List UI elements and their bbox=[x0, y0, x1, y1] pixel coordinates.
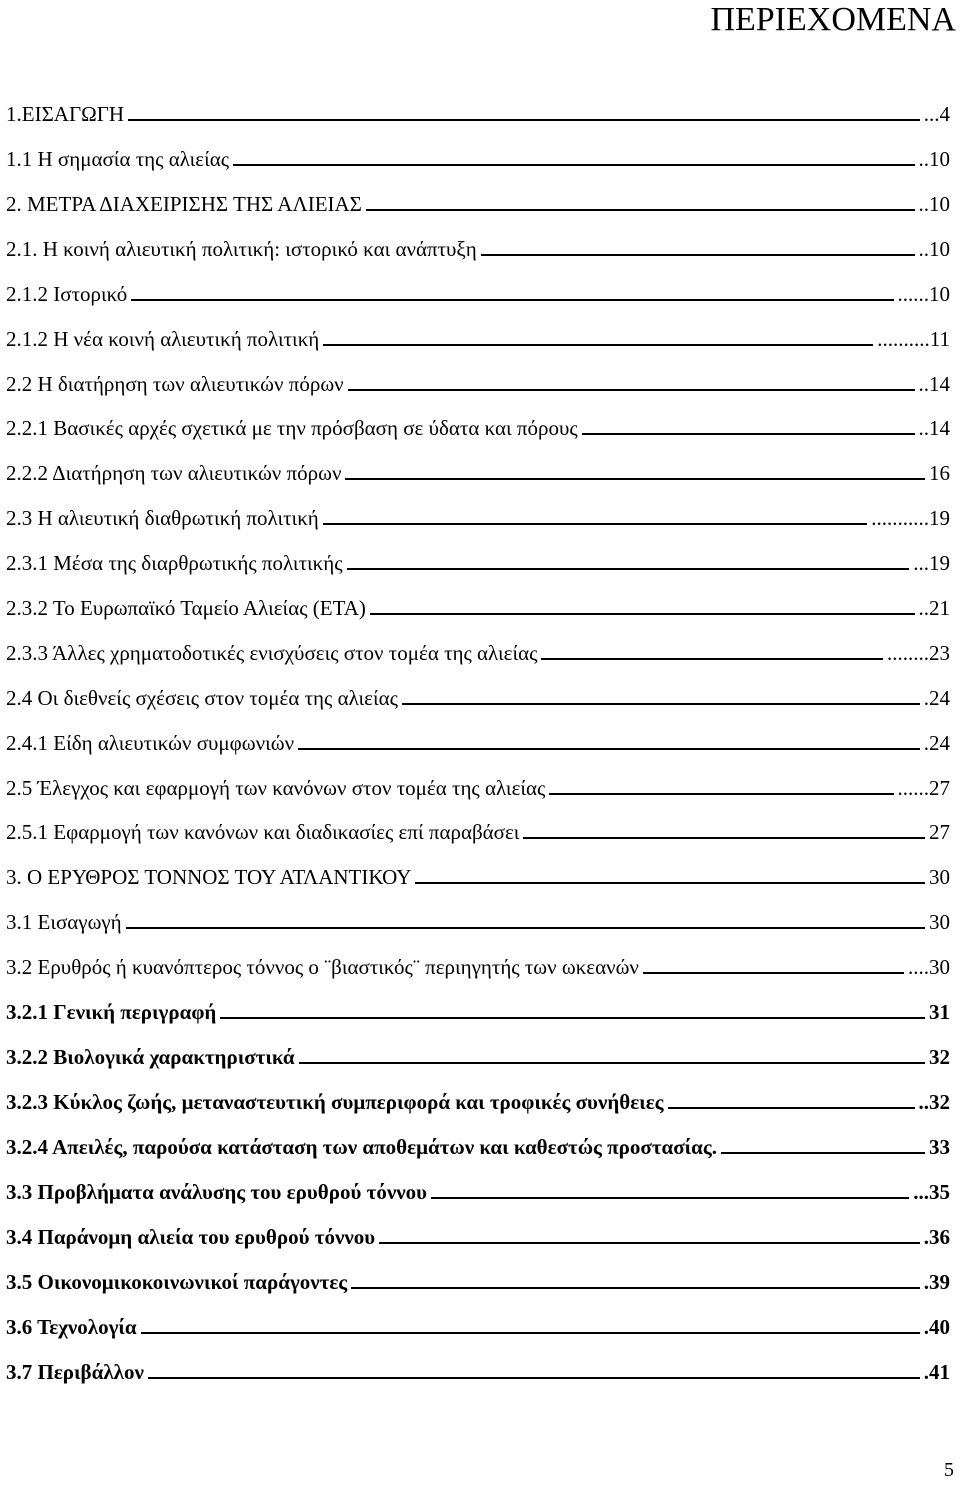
toc-entry-label: 2. ΜΕΤΡΑ ΔΙΑΧΕΙΡΙΣΗΣ ΤΗΣ ΑΛΙΕΙΑΣ bbox=[6, 192, 362, 216]
toc-entry-page: 16 bbox=[929, 461, 950, 485]
toc-entry-page: .24 bbox=[923, 731, 950, 755]
toc-entry bbox=[6, 1086, 950, 1114]
toc-leader bbox=[366, 209, 915, 211]
toc-leader bbox=[582, 433, 915, 435]
toc-entry bbox=[6, 861, 950, 889]
toc-entry-label: 2.3.1 Μέσα της διαρθρωτικής πολιτικής bbox=[6, 551, 343, 575]
toc-entry bbox=[6, 412, 950, 440]
toc-entry-page: ..14 bbox=[918, 372, 950, 396]
toc-entry-label: 3.2 Ερυθρός ή κυανόπτερος τόννος ο ¨βιαστικός¨ περιηγητής των ωκεανών bbox=[6, 955, 639, 979]
toc-entry-page: 31 bbox=[929, 1000, 950, 1024]
toc-entry-label: 3.2.2 Βιολογικά χαρακτηριστικά bbox=[6, 1045, 295, 1069]
toc-entry bbox=[6, 816, 950, 844]
toc-leader bbox=[431, 1197, 909, 1199]
toc-entry-page: ..14 bbox=[918, 416, 950, 440]
toc-entry-label: 2.3 Η αλιευτική διαθρωτική πολιτική bbox=[6, 506, 319, 530]
toc-leader bbox=[131, 299, 893, 301]
toc-leader bbox=[643, 972, 904, 974]
toc-leader bbox=[323, 344, 873, 346]
toc-entry-page: .40 bbox=[923, 1315, 950, 1339]
toc-leader bbox=[541, 658, 883, 660]
toc-entry-label: 3.3 Προβλήματα ανάλυσης του ερυθρού τόννου bbox=[6, 1180, 427, 1204]
toc-entry-label: 3.2.1 Γενική περιγραφή bbox=[6, 1000, 217, 1024]
toc-entry-label: 2.2 Η διατήρηση των αλιευτικών πόρων bbox=[6, 372, 344, 396]
toc-entry-page: ......27 bbox=[897, 776, 950, 800]
toc-leader bbox=[481, 254, 915, 256]
toc-entry-label: 2.3.3 Άλλες χρηματοδοτικές ενισχύσεις στον τομέα της αλιείας bbox=[6, 641, 538, 665]
toc-entry bbox=[6, 1266, 950, 1294]
toc-entry-label: 3.7 Περιβάλλον bbox=[6, 1360, 144, 1384]
toc-leader bbox=[126, 927, 925, 929]
toc-entry-label: 1.1 Η σημασία της αλιείας bbox=[6, 147, 230, 171]
toc-entry bbox=[6, 143, 950, 171]
toc-entry bbox=[6, 457, 950, 485]
toc-entry-page: .41 bbox=[923, 1360, 950, 1384]
toc-entry bbox=[6, 1131, 950, 1159]
toc-leader bbox=[351, 1287, 920, 1289]
toc-entry bbox=[6, 188, 950, 216]
toc-entry-label: 2.1.2 Ιστορικό bbox=[6, 282, 128, 306]
toc-leader bbox=[298, 748, 920, 750]
toc-entry-label: 3.2.4 Απειλές, παρούσα κατάσταση των αποθεμάτων και καθεστώς προστασίας. bbox=[6, 1135, 717, 1159]
toc-entry-page: .24 bbox=[923, 686, 950, 710]
toc-leader bbox=[379, 1242, 920, 1244]
toc-entry-label: 2.3.2 Το Ευρωπαϊκό Ταμείο Αλιείας (ΕΤΑ) bbox=[6, 596, 366, 620]
toc-leader bbox=[220, 1017, 925, 1019]
toc-entry-page: 27 bbox=[929, 820, 950, 844]
toc-entry-label: 2.5.1 Εφαρμογή των κανόνων και διαδικασίες επί παραβάσει bbox=[6, 820, 520, 844]
toc-leader bbox=[128, 119, 920, 121]
toc-entry-page: 33 bbox=[929, 1135, 950, 1159]
toc-leader bbox=[348, 389, 915, 391]
toc-leader bbox=[549, 793, 893, 795]
toc-entry-page: ...4 bbox=[923, 102, 950, 126]
toc-entry-page: .39 bbox=[923, 1270, 950, 1294]
toc-entry-label: 2.5 Έλεγχος και εφαρμογή των κανόνων στον τομέα της αλιείας bbox=[6, 776, 546, 800]
toc-entry-page: 30 bbox=[929, 910, 950, 934]
toc-entry bbox=[6, 1221, 950, 1249]
toc-entry-page: ..10 bbox=[918, 192, 950, 216]
toc-entry-label: 3.6 Τεχνολογία bbox=[6, 1315, 137, 1339]
toc-entry bbox=[6, 1311, 950, 1339]
toc-entry-label: 3. Ο ΕΡΥΘΡΟΣ ΤΟΝΝΟΣ ΤΟΥ ΑΤΛΑΝΤΙΚΟΥ bbox=[6, 865, 412, 889]
page-title: ΠΕΡΙΕΧΟΜΕΝΑ bbox=[710, 1, 956, 38]
toc-entry-page: ..21 bbox=[918, 596, 950, 620]
toc-leader bbox=[402, 703, 920, 705]
toc-entry bbox=[6, 772, 950, 800]
toc-entry bbox=[6, 502, 950, 530]
toc-entry bbox=[6, 682, 950, 710]
toc-entry bbox=[6, 368, 950, 396]
toc-entry-page: ....30 bbox=[908, 955, 950, 979]
toc-entry bbox=[6, 547, 950, 575]
toc-leader bbox=[233, 164, 914, 166]
toc-entry-page: ...........19 bbox=[871, 506, 950, 530]
toc-entry-page: ......10 bbox=[897, 282, 950, 306]
toc-leader bbox=[668, 1107, 915, 1109]
toc-leader bbox=[347, 568, 910, 570]
toc-entry-page: 30 bbox=[929, 865, 950, 889]
toc-entry-label: 2.4.1 Είδη αλιευτικών συμφωνιών bbox=[6, 731, 295, 755]
toc-entry-page: ..........11 bbox=[877, 327, 950, 351]
page-number: 5 bbox=[944, 1459, 954, 1481]
toc-entry bbox=[6, 906, 950, 934]
toc-entry-label: 3.5 Οικονομικοκοινωνικοί παράγοντες bbox=[6, 1270, 348, 1294]
toc-entry bbox=[6, 98, 950, 126]
toc-leader bbox=[323, 523, 867, 525]
toc-entry bbox=[6, 592, 950, 620]
toc-entry-page: ...19 bbox=[913, 551, 950, 575]
toc-entry-label: 3.1 Εισαγωγή bbox=[6, 910, 122, 934]
toc-entry-page: ...35 bbox=[913, 1180, 950, 1204]
toc-entry-label: 2.4 Οι διεθνείς σχέσεις στον τομέα της αλιείας bbox=[6, 686, 398, 710]
toc-entry-page: ..32 bbox=[918, 1090, 950, 1114]
toc-entry-label: 1.ΕΙΣΑΓΩΓΗ bbox=[6, 102, 125, 126]
toc-leader bbox=[370, 613, 915, 615]
toc-entry bbox=[6, 951, 950, 979]
toc-entry bbox=[6, 1356, 950, 1384]
toc-entry bbox=[6, 727, 950, 755]
toc-entry-page: ..10 bbox=[918, 237, 950, 261]
toc-entry bbox=[6, 1041, 950, 1069]
toc-entry-label: 2.1.2 Η νέα κοινή αλιευτική πολιτική bbox=[6, 327, 320, 351]
toc-entry-label: 2.1. Η κοινή αλιευτική πολιτική: ιστορικό και ανάπτυξη bbox=[6, 237, 477, 261]
toc-entry-page: 32 bbox=[929, 1045, 950, 1069]
toc-entry-label: 2.2.1 Βασικές αρχές σχετικά με την πρόσβαση σε ύδατα και πόρους bbox=[6, 416, 578, 440]
toc-entry-page: ........23 bbox=[887, 641, 950, 665]
toc-entry bbox=[6, 637, 950, 665]
toc-entry-page: ..10 bbox=[918, 147, 950, 171]
toc-entry bbox=[6, 278, 950, 306]
toc-entry bbox=[6, 996, 950, 1024]
toc-leader bbox=[141, 1332, 920, 1334]
toc-entry bbox=[6, 323, 950, 351]
toc-entry-page: .36 bbox=[923, 1225, 950, 1249]
toc-leader bbox=[415, 882, 925, 884]
toc-entry bbox=[6, 233, 950, 261]
toc-leader bbox=[721, 1152, 925, 1154]
toc-leader bbox=[345, 478, 925, 480]
toc-leader bbox=[148, 1377, 920, 1379]
toc-entry-label: 2.2.2 Διατήρηση των αλιευτικών πόρων bbox=[6, 461, 342, 485]
toc-entry-label: 3.2.3 Κύκλος ζωής, μεταναστευτική συμπεριφορά και τροφικές συνήθειες bbox=[6, 1090, 664, 1114]
toc-leader bbox=[523, 837, 925, 839]
toc-leader bbox=[299, 1062, 925, 1064]
toc-entry-label: 3.4 Παράνομη αλιεία του ερυθρού τόννου bbox=[6, 1225, 376, 1249]
toc-entry bbox=[6, 1176, 950, 1204]
